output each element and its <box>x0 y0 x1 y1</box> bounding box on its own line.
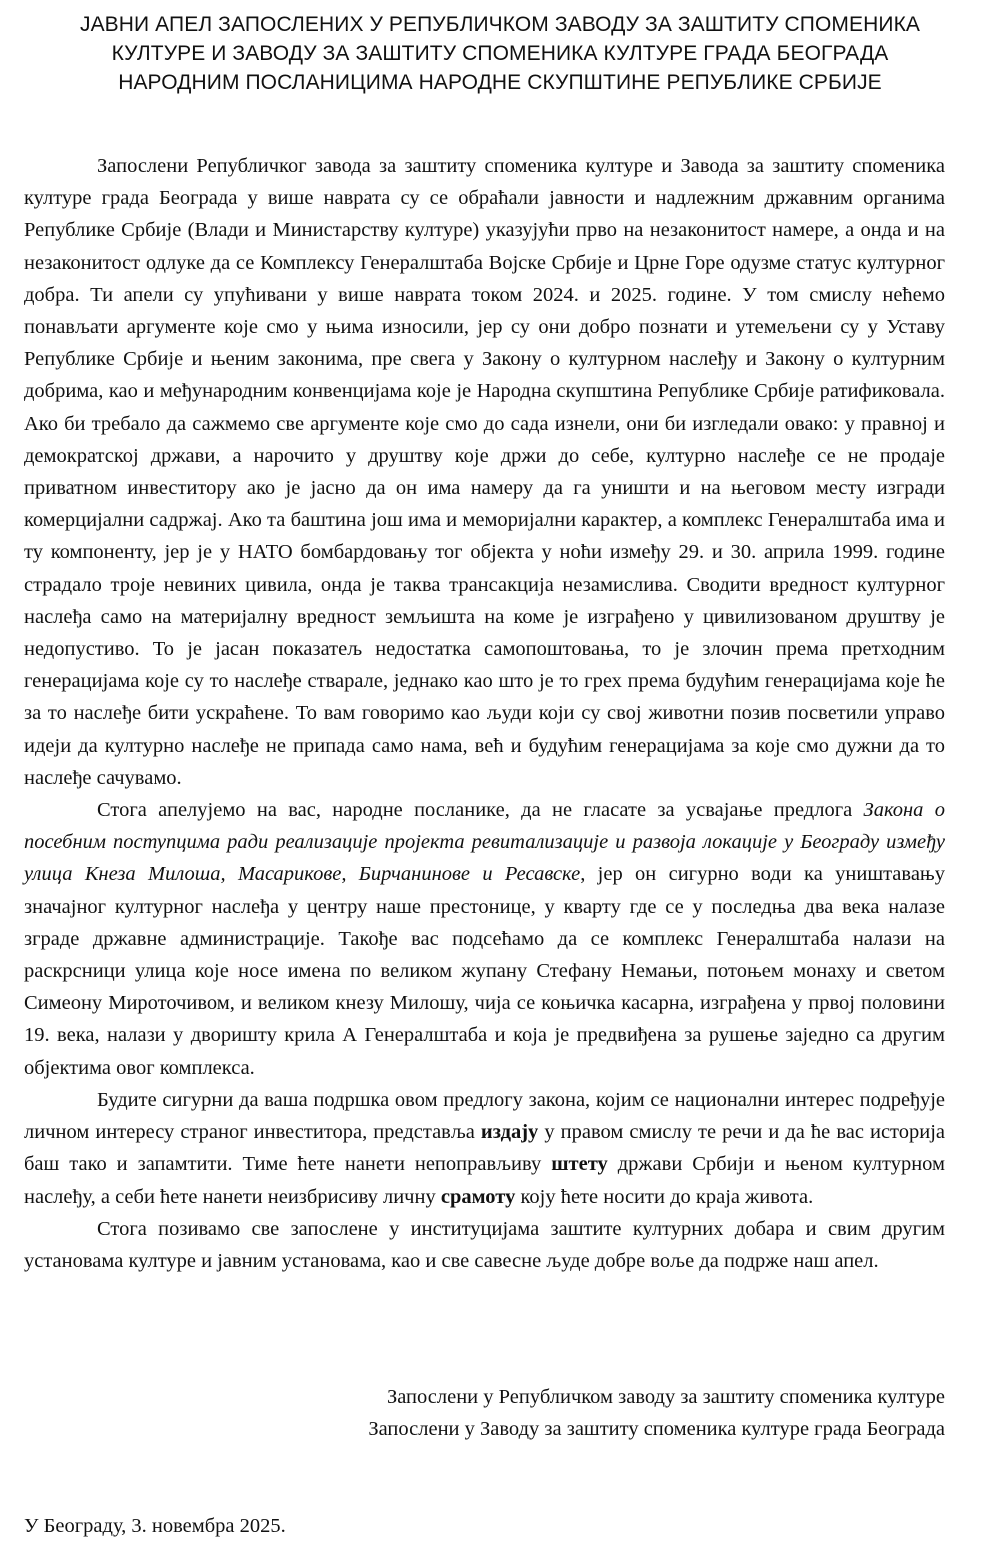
emphasis-damage: штету <box>551 1153 608 1176</box>
paragraph-3-text-b: у правом смислу те речи и да ће вас историја баш тако и запамтити. Тиме ћете нанети непоправљиву <box>24 1121 946 1176</box>
title-line-1: ЈАВНИ АПЕЛ ЗАПОСЛЕНИХ У РЕПУБЛИЧКОМ ЗАВОДУ ЗА ЗАШТИТУ СПОМЕНИКА <box>79 13 921 36</box>
law-title-italic: Закона о посебним поступцима ради реализације пројекта ревитализације и развоја локације у Београду између улица Кнеза Милоша, Масарикове, Бирчанинове и Ресавске <box>24 799 945 886</box>
title-line-3: НАРОДНИМ ПОСЛАНИЦИМА НАРОДНЕ СКУПШТИНЕ РЕПУБЛИКЕ СРБИЈЕ <box>118 71 882 94</box>
paragraph-2 <box>24 794 945 1084</box>
paragraph-2-text-b: , јер он сигурно води ка уништавању значајног културног наслеђа у центру наше престонице, у кварту где се у последња два века налазе зграде државне администрације. Такође вас подсећамо да се комплекс Генералштаба налази на раскрсници улица које носе имена по великом жупану Стефану Немањи, потоњем монаху и светом Симеону Мироточивом, и великом кнезу Милошу, чија се коњичка касарна, изграђена у првој половини 19. века, налази у дворишту крила А Генералштаба и која је предвиђена за рушење заједно са другим објектима овог комплекса. <box>24 863 945 1079</box>
place-and-date: У Београду, 3. новембра 2025. <box>24 1515 286 1537</box>
emphasis-treason: издају <box>480 1121 539 1144</box>
paragraph-1: Запослени Републичког завода за заштиту споменика културе и Завода за заштиту споменика културе града Београда у више наврата су се обраћали јавности и надлежним државним органима Републике Србије (Влади и Министарству културе) указујући прво на незаконитост намере, а онда и на незаконитост одлуке да се Комплексу Генералштаба Војске Србије и Црне Горе одузме статус културног добра. Ти апели су упућивани у више наврата током 2024. и 2025. године. У том смислу нећемо понављати аргументе које смо у њима износили, јер су они добро познати и утемељени су у Уставу Републике Србије и њеним законима, пре свега у Закону о културном наслеђу и Закону о културним добрима, као и међународним конвенцијама које је Народна скупштина Републике Србије ратификовала. Ако би требало да сажмемо све аргументе које смо до сада изнели, они би изгледали овако: у правној и демократској држави, а нарочито у друштву које држи до себе, културно наслеђе се не продаје приватном инвеститору ако је јасно да он има намеру да га уништи и на његовом месту изгради комерцијални садржај. Ако та баштина још има и меморијални карактер, а комплекс Генералштаба има и ту компоненту, јер је у НАТО бомбардовању тог објекта у ноћи између 29. и 30. априла 1999. године страдало троје невиних цивила, онда је таква трансакција незамислива. Сводити вредност културног наслеђа само на материјалну вредност земљишта на коме је изграђено у цивилизованом друштву је недопустиво. То је јасан показатељ недостатка самопоштовања, то је злочин према претходним генерацијама које су то наслеђе стварале, једнако као што је то грех према будућим генерацијама које ће за то наслеђе бити ускраћене. То вам говоримо као људи који су свој животни позив посветили управо идеји да културно наслеђе не припада само нама, већ и будућим генерацијама за које смо дужни да то наслеђе сачувамо. <box>24 155 945 789</box>
signature-block <box>368 1381 945 1445</box>
title-line-2: КУЛТУРЕ И ЗАВОДУ ЗА ЗАШТИТУ СПОМЕНИКА КУЛТУРЕ ГРАДА БЕОГРАДА <box>111 42 889 65</box>
signature-line-1: Запослени у Републичком заводу за заштиту споменика културе <box>386 1386 945 1408</box>
paragraph-2-text-a: Стога апелујемо на вас, народне посланике, да не гласате за усвајање предлога <box>97 799 864 822</box>
emphasis-shame: срамоту <box>440 1185 516 1208</box>
paragraph-3-text-a: Будите сигурни да ваша подршка овом предлогу закона, којим се национални интерес подређује личном интересу страног инвеститора, представља <box>24 1088 945 1144</box>
paragraph-3-text-d: коју ћете носити до краја живота. <box>515 1185 814 1208</box>
paragraph-4: Стога позивамо све запослене у институцијама заштите културних добара и свим другим установама културе и јавним установама, као и све савесне људе добре воље да подрже наш апел. <box>24 1217 945 1272</box>
signature-line-2: Запослени у Заводу за заштиту споменика културе града Београда <box>368 1418 945 1440</box>
paragraph-3-text-c: држави Србији и њеном културном наслеђу, а себи ћете нанети неизбрисиву личну <box>24 1153 946 1208</box>
document-title <box>40 10 960 97</box>
paragraph-3 <box>24 1084 945 1213</box>
appeal-body <box>24 150 945 1277</box>
